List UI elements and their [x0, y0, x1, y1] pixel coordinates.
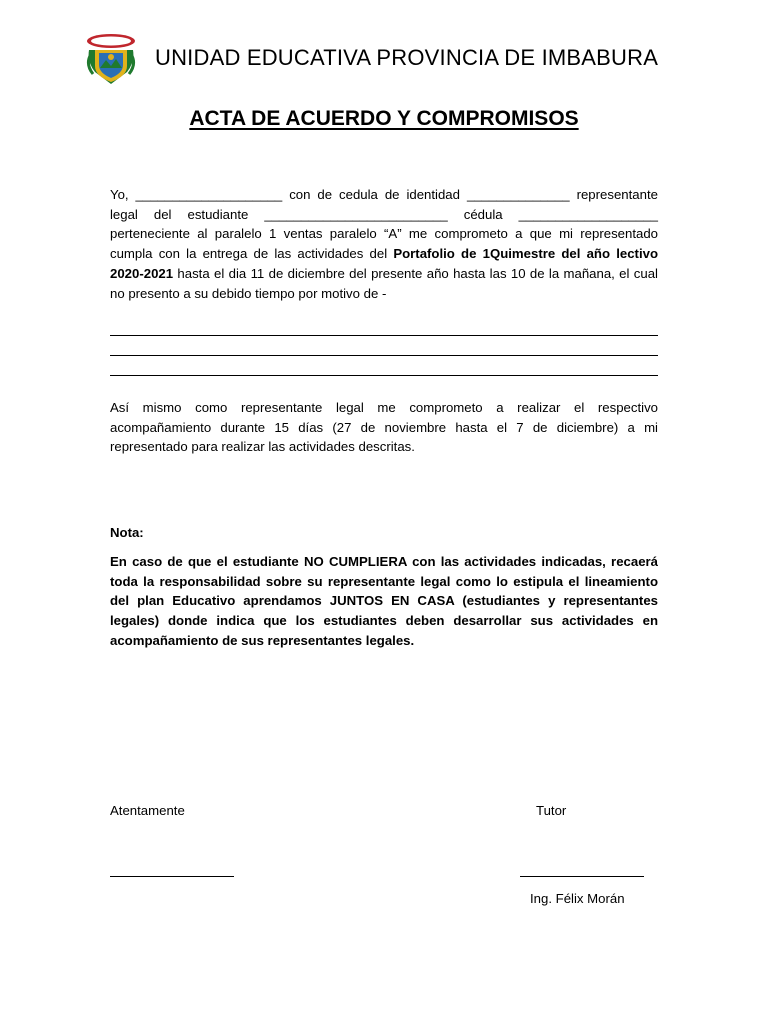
- commitment-paragraph: [110, 185, 658, 303]
- paragraph-text-a: perteneciente al paralelo 1 ventas paralelo “A” me comprometo a que mi representado cumpla con la entrega de las actividades del: [110, 226, 658, 262]
- reason-line: [110, 316, 658, 336]
- portfolio-bold-text: Portafolio de 1Quimestre del año lectivo 2020-2021: [110, 246, 659, 281]
- yo-text: Yo,: [110, 187, 129, 202]
- paragraph-text-b: hasta el dia 11 de diciembre del presente año hasta las 10 de la mañana, el cual no presento a su debido tiempo por motivo de -: [110, 265, 658, 301]
- name-blank: ____________________: [135, 187, 283, 202]
- representante-text: representante: [576, 187, 658, 202]
- student-name-blank: _________________________: [264, 206, 448, 222]
- cedula-text: cédula: [463, 206, 503, 222]
- id-blank: ______________: [466, 187, 570, 202]
- nota-label: Nota:: [110, 525, 144, 540]
- nota-text: En caso de que el estudiante NO CUMPLIERA con las actividades indicadas, recaerá toda la responsabilidad sobre su representante legal como lo estipula el lineamiento del plan Educativo aprendamos JUNTOS EN CASA (estudiantes y representantes legales) donde indica que los estudiantes deben desarrollar sus actividades en acompañamiento de sus representantes legales.: [110, 554, 658, 648]
- tutor-signature-line: [520, 876, 644, 877]
- reason-lines: [110, 316, 658, 376]
- accompaniment-text: Así mismo como representante legal me comprometo a realizar el respectivo acompañamiento durante 15 días (27 de noviembre hasta el 7 de diciembre) a mi representado para realizar las actividades descritas.: [110, 400, 658, 455]
- cedula-identidad-text: con de cedula de identidad: [289, 187, 460, 202]
- nota-paragraph: [110, 552, 658, 651]
- atentamente-label: Atentamente: [110, 803, 185, 818]
- tutor-name: Ing. Félix Morán: [530, 891, 625, 906]
- representative-signature-line: [110, 876, 234, 877]
- document-title: ACTA DE ACUERDO Y COMPROMISOS: [189, 107, 579, 130]
- reason-line: [110, 336, 658, 356]
- tutor-label: Tutor: [536, 803, 567, 818]
- student-id-blank: ___________________: [518, 206, 658, 222]
- school-crest-icon: [85, 32, 137, 88]
- legal-del-estudiante-text: legal del estudiante: [110, 206, 249, 222]
- reason-line: [110, 356, 658, 376]
- school-name: UNIDAD EDUCATIVA PROVINCIA DE IMBABURA: [155, 45, 659, 70]
- accompaniment-paragraph: [110, 398, 658, 457]
